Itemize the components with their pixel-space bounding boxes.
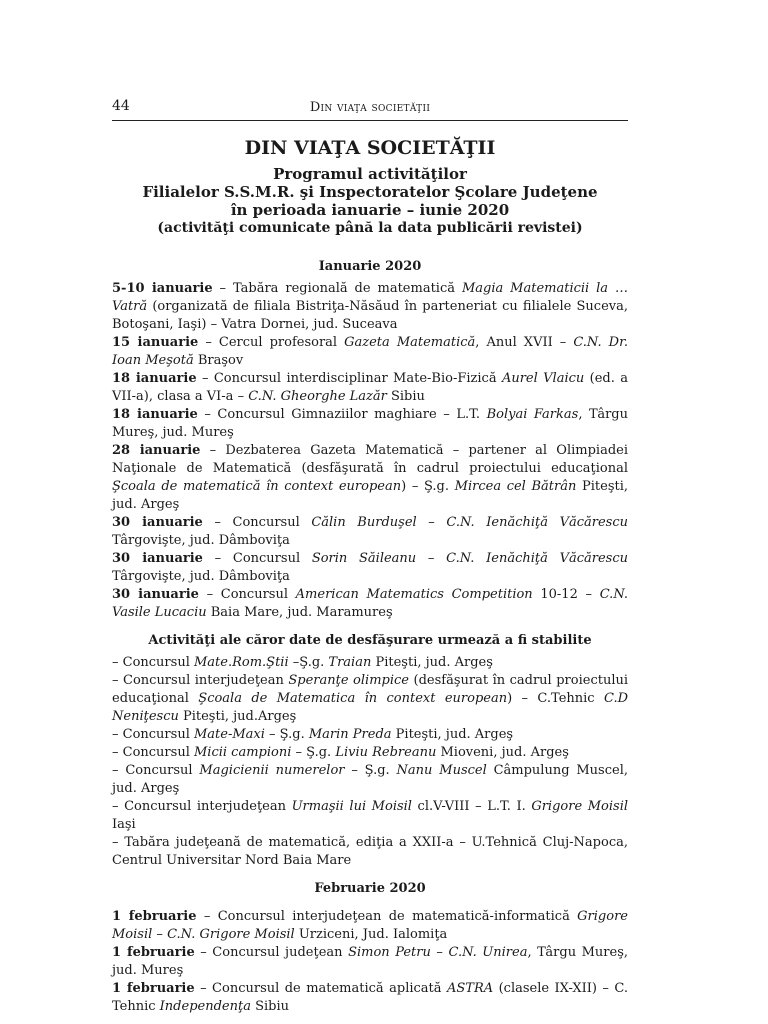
event-date: 18 ianuarie	[112, 407, 198, 422]
event-date: 1 februarie	[112, 945, 195, 960]
event-venue: C.N. Grigore Moisil	[167, 927, 295, 942]
event-entry	[112, 334, 628, 370]
event-project: Şcoala de matematică în context european	[112, 479, 402, 494]
activity-venue: Grigore Moisil	[531, 799, 629, 814]
event-text: –	[430, 945, 449, 960]
activity-text: – Concursul	[112, 727, 194, 742]
event-text: , Târgu Mureş, jud. Mureş	[112, 407, 628, 440]
event-name: American Matematics Competition	[295, 587, 533, 602]
event-entry	[112, 442, 628, 514]
event-text: –	[416, 515, 447, 530]
activity-text: –Ş.g.	[288, 655, 329, 670]
event-text: – Concursul de matematică aplicată	[194, 981, 447, 996]
activity-text: – Concursul interjudeţean	[112, 673, 289, 688]
event-venue: C.N. Vasile Lucaciu	[112, 587, 628, 620]
event-text: Braşov	[193, 353, 244, 368]
event-venue: C.N. Ienăchiţă Văcărescu	[446, 515, 628, 530]
running-title: Din viaţa societăţii	[309, 100, 431, 115]
event-venue: Mircea cel Bătrân	[454, 479, 577, 494]
event-entry	[112, 514, 628, 550]
subtitle-line-2: Filialelor S.S.M.R. şi Inspectoratelor Şcolare Judeţene	[142, 183, 598, 201]
event-text: – Concursul interjudeţean de matematică-informatică	[196, 909, 578, 924]
event-date: 5-10 ianuarie	[112, 281, 213, 296]
event-entry	[112, 280, 628, 334]
event-venue: Independenţa	[159, 999, 251, 1014]
event-text: – Cercul profesoral	[198, 335, 345, 350]
event-entry	[112, 550, 628, 586]
event-text: – Concursul	[198, 587, 296, 602]
event-venue: C.N. Ienăchiţă Văcărescu	[446, 551, 628, 566]
event-text: – Dezbaterea Gazeta Matematică – partener al Olimpiadei Naţionale de Matematică (desfăşurată în cadrul proiectului educaţional	[112, 443, 628, 476]
activity-text: Câmpulung Muscel, jud. Argeş	[112, 763, 628, 796]
activity-name: Speranţe olimpice	[288, 673, 409, 688]
event-text: – Concursul interdisciplinar Mate-Bio-Fizică	[196, 371, 502, 386]
event-date: 1 februarie	[112, 909, 197, 924]
event-date: 30 ianuarie	[112, 587, 199, 602]
activity-name: Mate-Maxi	[193, 727, 265, 742]
event-text: 10-12 –	[532, 587, 600, 602]
activity-text: cl.V-VIII – L.T. I.	[411, 799, 532, 814]
event-text: , Târgu Mureş, jud. Mureş	[112, 945, 629, 978]
event-venue: C.N. Gheorghe Lazăr	[248, 389, 387, 404]
event-text: Târgovişte, jud. Dâmboviţa	[112, 533, 290, 548]
event-text: – Concursul judeţean	[194, 945, 349, 960]
activity-text: – Tabăra judeţeană de matematică, ediţia a XXII-a – U.Tehnică Cluj-Napoca, Centrul Universitar Nord Baia Mare	[112, 835, 628, 868]
activity-text: Mioveni, jud. Argeş	[436, 745, 569, 760]
activity-venue: Marin Preda	[308, 727, 392, 742]
page-title: DIN VIAŢA SOCIETĂŢII	[244, 137, 496, 159]
event-text: (ed. a VII-a), clasa a VI-a –	[112, 371, 628, 404]
activity-text: – Concursul	[112, 655, 194, 670]
activity-text: – Concursul	[112, 763, 200, 778]
event-text: – Concursul	[202, 515, 312, 530]
activity-text: – Concursul interjudeţean	[112, 799, 292, 814]
event-date: 15 ianuarie	[112, 335, 199, 350]
event-text: – Tabăra regională de matematică	[212, 281, 462, 296]
event-entry	[112, 980, 628, 1016]
event-entry	[112, 406, 628, 442]
event-text: –	[416, 551, 447, 566]
section-heading-stabilite: Activităţi ale căror date de desfăşurare urmează a fi stabilite	[148, 633, 592, 648]
event-name: Călin Burduşel	[311, 515, 417, 530]
activity-text: Piteşti, jud. Argeş	[391, 727, 514, 742]
activity-item	[112, 672, 628, 726]
activity-venue: Traian	[328, 655, 372, 670]
event-name: Grigore Moisil	[112, 909, 628, 942]
activity-item	[112, 798, 628, 834]
event-date: 28 ianuarie	[112, 443, 201, 458]
event-name: Gazeta Matematică	[344, 335, 476, 350]
event-text: , Anul XVII –	[475, 335, 574, 350]
event-venue: Bolyai Farkas	[486, 407, 579, 422]
running-header	[112, 98, 628, 121]
activity-item	[112, 744, 628, 762]
activity-venue: C.D Neniţescu	[112, 691, 629, 724]
activity-venue: Nanu Muscel	[396, 763, 487, 778]
event-entry	[112, 586, 628, 622]
event-text: (organizată de filiala Bistriţa-Năsăud în parteneriat cu filialele Suceva, Botoşani, Iaşi) – Vatra Dornei, jud. Suceava	[112, 299, 628, 332]
activity-name: Magicienii numerelor	[199, 763, 345, 778]
activity-item	[112, 654, 628, 672]
event-entry	[112, 370, 628, 406]
activity-text: – Concursul	[112, 745, 194, 760]
event-venue: C.N. Dr. Ioan Meşotă	[112, 335, 628, 368]
activity-text: Piteşti, jud.Argeş	[178, 709, 297, 724]
title-block	[112, 137, 628, 237]
event-text: Urziceni, Jud. Ialomiţa	[294, 927, 448, 942]
subtitle-line-4: (activităţi comunicate până la data publicării revistei)	[157, 220, 583, 236]
event-venue: C.N. Unirea	[448, 945, 528, 960]
event-entry	[112, 908, 628, 944]
event-text: Târgovişte, jud. Dâmboviţa	[112, 569, 290, 584]
section-heading-ianuarie: Ianuarie 2020	[318, 259, 422, 274]
event-text: Piteşti, jud. Argeş	[112, 479, 629, 512]
event-entry	[112, 944, 628, 980]
event-text: –	[152, 927, 168, 942]
section-heading-februarie: Februarie 2020	[314, 881, 426, 896]
activity-name: Mate.Rom.Ştii	[193, 655, 289, 670]
activity-item	[112, 726, 628, 744]
activity-name: Micii campioni	[193, 745, 292, 760]
activity-text: – Ş.g.	[264, 727, 309, 742]
event-date: 30 ianuarie	[112, 551, 203, 566]
event-name: Sorin Săileanu	[311, 551, 417, 566]
event-name: Simon Petru	[348, 945, 431, 960]
subtitle-line-1: Programul activităţilor	[273, 165, 467, 183]
activity-text: (desfăşurat în cadrul proiectului educaţional	[112, 673, 629, 706]
activity-text: Iaşi	[112, 817, 136, 832]
event-name: Magia Matematicii la … Vatră	[112, 281, 628, 314]
activity-item	[112, 834, 628, 870]
activity-text: Piteşti, jud. Argeş	[371, 655, 493, 670]
event-text: Sibiu	[250, 999, 290, 1014]
activity-item	[112, 762, 628, 798]
activity-project: Şcoala de Matematica în context european	[198, 691, 508, 706]
activity-venue: Liviu Rebreanu	[335, 745, 437, 760]
content	[112, 258, 628, 1016]
subtitle-line-3: în perioada ianuarie – iunie 2020	[230, 201, 510, 219]
event-date: 18 ianuarie	[112, 371, 197, 386]
event-name: ASTRA	[446, 981, 494, 996]
event-text: (clasele IX-XII) – C. Tehnic	[112, 981, 629, 1014]
page-number: 44	[112, 98, 130, 114]
event-date: 1 februarie	[112, 981, 195, 996]
event-text: Baia Mare, jud. Maramureş	[206, 605, 393, 620]
activity-text: – Ş.g.	[291, 745, 336, 760]
event-text: ) – Ş.g.	[401, 479, 455, 494]
event-text: Sibiu	[386, 389, 425, 404]
event-text: – Concursul Gimnaziilor maghiare – L.T.	[197, 407, 487, 422]
event-name: Aurel Vlaicu	[501, 371, 585, 386]
event-date: 30 ianuarie	[112, 515, 203, 530]
activity-text: ) – C.Tehnic	[507, 691, 604, 706]
activity-text: – Ş.g.	[344, 763, 397, 778]
event-text: – Concursul	[202, 551, 312, 566]
activity-name: Urmaşii lui Moisil	[291, 799, 412, 814]
